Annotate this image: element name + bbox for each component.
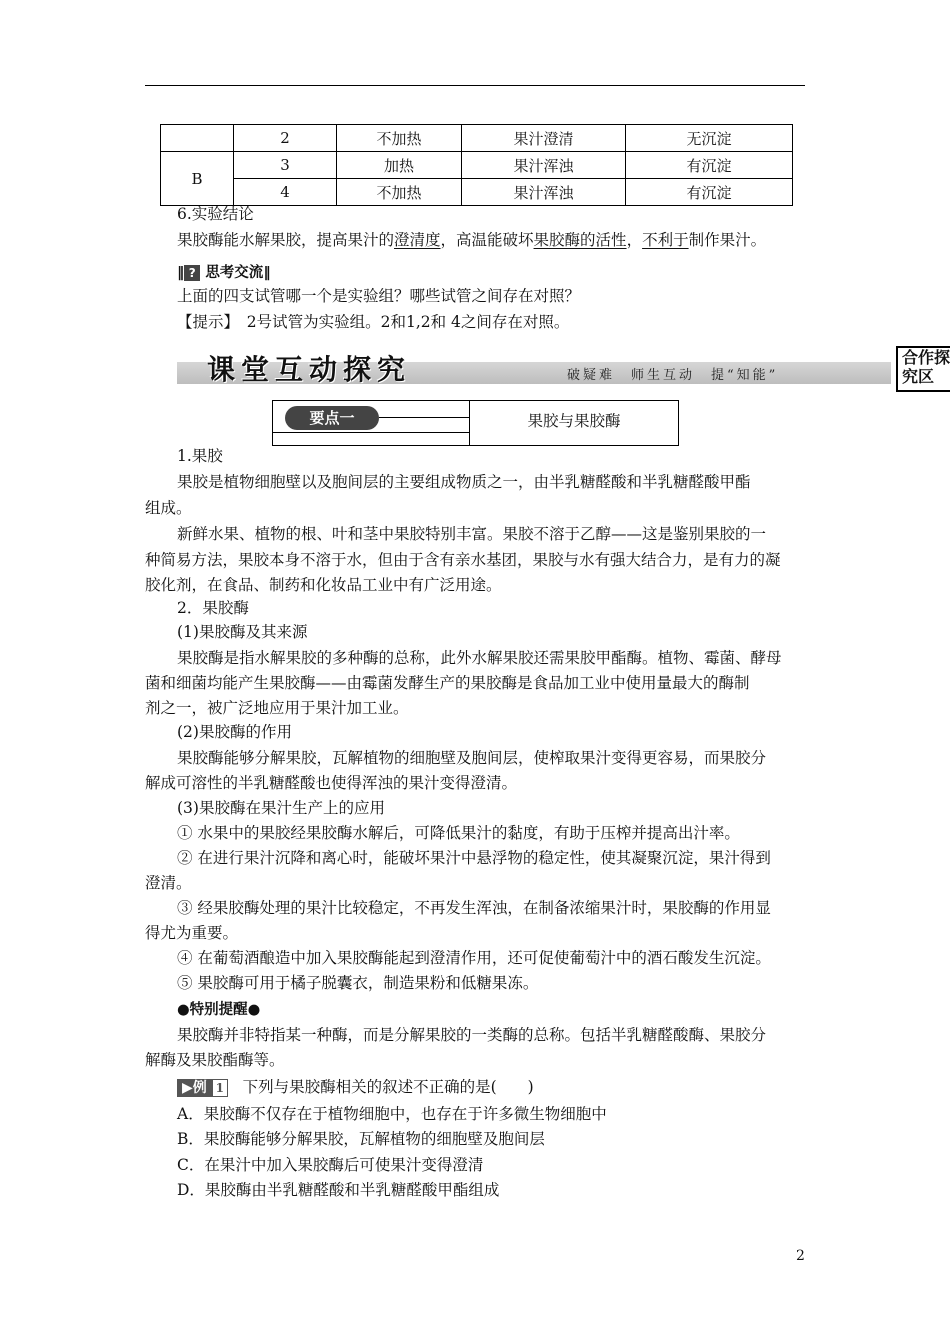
table-cell: 无沉淀 — [626, 125, 793, 152]
conclusion-text — [177, 230, 766, 250]
example-label-text: 例 — [192, 1080, 207, 1096]
think-label: ‖ ? 思考交流‖ — [177, 265, 271, 281]
table-cell: 4 — [234, 179, 337, 206]
table-cell: 3 — [234, 152, 337, 179]
text-line: ⑤ 果胶酶可用于橘子脱囊衣，制造果粉和低糖果冻。 — [177, 974, 539, 992]
header-rule — [145, 85, 805, 86]
table-cell: 加热 — [337, 152, 462, 179]
option-c: C．在果汁中加入果胶酶后可使果汁变得澄清 — [177, 1156, 484, 1174]
keypoint-label: 要点一 — [285, 406, 379, 430]
table-cell: 有沉淀 — [626, 152, 793, 179]
conclusion-underline: 澄清度 — [394, 231, 441, 249]
results-table — [160, 124, 793, 206]
table-row — [161, 125, 793, 152]
side-line: 合作探 — [902, 348, 950, 367]
conclusion-part: 制作果汁。 — [688, 231, 767, 249]
text-line: ① 水果中的果胶经果胶酶水解后，可降低果汁的黏度，有助于压榨并提高出汁率。 — [177, 824, 740, 842]
table-cell: 果汁浑浊 — [462, 179, 626, 206]
option-d: D．果胶酶由半乳糖醛酸和半乳糖醛酸甲酯组成 — [177, 1181, 500, 1199]
text-line: 得尤为重要。 — [145, 924, 239, 942]
table-row — [161, 152, 793, 179]
example-number: 1 — [212, 1079, 228, 1097]
keypoint-left — [273, 401, 470, 445]
text-line: (3)果胶酶在果汁生产上的应用 — [177, 799, 385, 817]
conclusion-underline: 果胶酶的活性 — [533, 231, 627, 249]
text-line: 果胶酶是指水解果胶的多种酶的总称，此外水解果胶还需果胶甲酯酶。植物、霉菌、酵母 — [177, 649, 782, 667]
text-line: 果胶酶能够分解果胶，瓦解植物的细胞壁及胞间层，使榨取果汁变得更容易，而果胶分 — [177, 749, 767, 767]
keypoint-title: 果胶与果胶酶 — [527, 412, 621, 430]
table-cell: 不加热 — [337, 179, 462, 206]
think-hint: 【提示】 2号试管为实验组。2和1,2和 4之间存在对照。 — [177, 313, 570, 331]
section-banner — [177, 348, 891, 386]
text-line: 果胶是植物细胞壁以及胞间层的主要组成物质之一，由半乳糖醛酸和半乳糖醛酸甲酯 — [177, 473, 751, 491]
text-line: 果胶酶并非特指某一种酶，而是分解果胶的一类酶的总称。包括半乳糖醛酸酶、果胶分 — [177, 1026, 767, 1044]
banner-subtitle: 破疑难 师生互动 提“知能” — [567, 368, 779, 383]
text-line: (2)果胶酶的作用 — [177, 723, 292, 741]
conclusion-underline: 不利于 — [642, 231, 689, 249]
table-cell: 果汁浑浊 — [462, 152, 626, 179]
text-line: 种简易方法，果胶本身不溶于水，但由于含有亲水基团，果胶与水有强大结合力，是有力的凝 — [145, 551, 781, 569]
text-line: 新鲜水果、植物的根、叶和茎中果胶特别丰富。果胶不溶于乙醇——这是鉴别果胶的一 — [177, 525, 767, 543]
side-box — [896, 346, 950, 392]
example-label: ▶例 — [177, 1079, 212, 1097]
table-row — [161, 179, 793, 206]
page-number: 2 — [796, 1248, 805, 1264]
text-line: 澄清。 — [145, 874, 192, 892]
banner-title: 课堂互动探究 — [207, 353, 412, 386]
think-question: 上面的四支试管哪一个是实验组？哪些试管之间存在对照？ — [177, 287, 581, 305]
text-line: ② 在进行果汁沉降和离心时，能破坏果汁中悬浮物的稳定性，使其凝聚沉淀，果汁得到 — [177, 849, 771, 867]
conclusion-part: ， — [626, 231, 643, 249]
table-cell: 果汁澄清 — [462, 125, 626, 152]
keypoint-box — [272, 400, 679, 446]
question-icon: ? — [184, 265, 200, 281]
table-cell — [161, 125, 234, 152]
table-cell: 不加热 — [337, 125, 462, 152]
think-label-text: 思考交流 — [205, 265, 264, 281]
text-line: ④ 在葡萄酒酿造中加入果胶酶能起到澄清作用，还可促使葡萄汁中的酒石酸发生沉淀。 — [177, 949, 771, 967]
keypoint-rule — [273, 432, 469, 433]
example-question — [177, 1077, 534, 1097]
text-line: 解成可溶性的半乳糖醛酸也使得浑浊的果汁变得澄清。 — [145, 774, 518, 792]
text-line: 菌和细菌均能产生果胶酶——由霉菌发酵生产的果胶酶是食品加工业中使用量最大的酶制 — [145, 674, 750, 692]
text-line: 2．果胶酶 — [177, 599, 249, 617]
side-line: 究区 — [902, 367, 935, 386]
text-line: ③ 经果胶酶处理的果汁比较稳定，不再发生浑浊，在制备浓缩果汁时，果胶酶的作用显 — [177, 899, 771, 917]
text-line: 组成。 — [145, 499, 192, 517]
option-b: B．果胶酶能够分解果胶，瓦解植物的细胞壁及胞间层 — [177, 1130, 545, 1148]
conclusion-part: 果胶酶能水解果胶，提高果汁的 — [177, 231, 395, 249]
text-line: 1.果胶 — [177, 447, 223, 465]
conclusion-heading: 6.实验结论 — [177, 205, 254, 223]
text-line: 解酶及果胶酯酶等。 — [145, 1051, 285, 1069]
table-cell: 有沉淀 — [626, 179, 793, 206]
keypoint-rule — [379, 417, 469, 418]
special-note-heading: ●特别提醒● — [177, 1002, 261, 1018]
text-line: 剂之一，被广泛地应用于果汁加工业。 — [145, 699, 409, 717]
example-question-text: 下列与果胶酶相关的叙述不正确的是( ) — [242, 1078, 534, 1096]
conclusion-part: ，高温能破坏 — [440, 231, 534, 249]
table-cell-group: B — [161, 152, 234, 206]
table-cell: 2 — [234, 125, 337, 152]
text-line: (1)果胶酶及其来源 — [177, 623, 308, 641]
option-a: A．果胶酶不仅存在于植物细胞中，也存在于许多微生物细胞中 — [177, 1105, 607, 1123]
text-line: 胶化剂，在食品、制药和化妆品工业中有广泛用途。 — [145, 576, 502, 594]
